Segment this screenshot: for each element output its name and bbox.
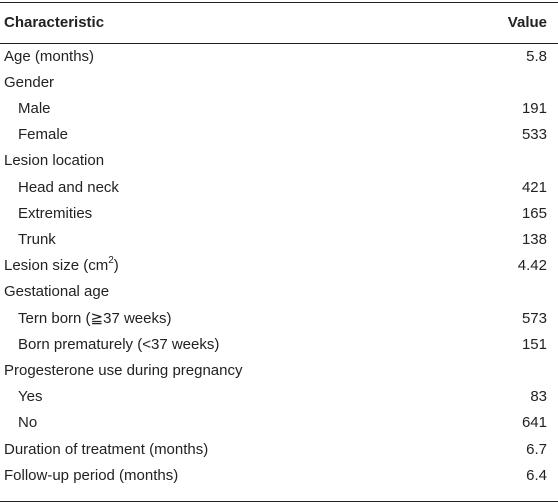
row-value: 138 bbox=[521, 230, 547, 248]
table-row bbox=[0, 95, 558, 121]
row-label-text: Progesterone use during pregnancy bbox=[4, 361, 243, 379]
table-row bbox=[0, 410, 558, 436]
row-value: 151 bbox=[521, 335, 547, 353]
row-label bbox=[0, 126, 68, 143]
row-value: 6.4 bbox=[526, 466, 547, 484]
row-value: 573 bbox=[521, 309, 547, 327]
table-row bbox=[0, 122, 558, 148]
row-label-text: Age (months) bbox=[4, 47, 95, 65]
table-row bbox=[0, 331, 558, 357]
row-value: 191 bbox=[521, 99, 547, 117]
table-row bbox=[0, 200, 558, 226]
table-row bbox=[0, 43, 558, 69]
row-value: 83 bbox=[530, 388, 547, 406]
table-row bbox=[0, 384, 558, 410]
table-row bbox=[0, 436, 558, 462]
row-value: 5.8 bbox=[526, 47, 547, 65]
row-label-superscript: 2 bbox=[108, 255, 114, 267]
table-header-row bbox=[0, 8, 558, 36]
table-row bbox=[0, 148, 558, 174]
table-row bbox=[0, 279, 558, 305]
row-label bbox=[0, 231, 56, 248]
row-label-text: No bbox=[18, 414, 38, 432]
row-label bbox=[0, 257, 119, 274]
row-label bbox=[0, 48, 94, 65]
row-value: 4.42 bbox=[517, 257, 547, 275]
table-row bbox=[0, 226, 558, 252]
top-rule bbox=[0, 2, 558, 3]
row-label bbox=[0, 283, 109, 300]
row-label bbox=[0, 179, 119, 196]
table-row bbox=[0, 357, 558, 383]
row-label bbox=[0, 309, 171, 327]
row-label bbox=[0, 205, 92, 222]
header-characteristic: Characteristic bbox=[4, 13, 105, 31]
row-label bbox=[0, 100, 51, 117]
row-label bbox=[0, 336, 219, 353]
table-row bbox=[0, 305, 558, 331]
table-row bbox=[0, 253, 558, 279]
row-label-text: Born prematurely (<37 weeks) bbox=[18, 335, 220, 353]
table-row bbox=[0, 462, 558, 488]
row-label-text: Lesion location bbox=[4, 152, 105, 170]
row-label-text: Trunk bbox=[18, 230, 56, 248]
row-label-text: Gestational age bbox=[4, 283, 110, 301]
row-label-suffix: ) bbox=[113, 257, 119, 275]
row-label bbox=[0, 152, 104, 169]
row-label-text: Duration of treatment (months) bbox=[4, 440, 209, 458]
row-value: 641 bbox=[521, 414, 547, 432]
row-label-text: Tern born (≧37 weeks) bbox=[18, 310, 172, 327]
row-label bbox=[0, 388, 42, 405]
row-label-text: Male bbox=[18, 99, 51, 117]
table-row bbox=[0, 174, 558, 200]
row-label-text: Head and neck bbox=[18, 178, 119, 196]
row-label bbox=[0, 467, 178, 484]
row-label-text: Yes bbox=[18, 388, 43, 406]
table-row bbox=[0, 69, 558, 95]
row-label-text: Lesion size (cm bbox=[4, 257, 109, 275]
row-label-text: Extremities bbox=[18, 204, 93, 222]
header-value: Value bbox=[507, 13, 547, 31]
row-label bbox=[0, 74, 54, 91]
row-value: 6.7 bbox=[526, 440, 547, 458]
row-label bbox=[0, 414, 37, 431]
row-label-text: Follow-up period (months) bbox=[4, 466, 179, 484]
row-label bbox=[0, 362, 243, 379]
row-label-text: Gender bbox=[4, 73, 55, 91]
row-label bbox=[0, 441, 208, 458]
row-value: 165 bbox=[521, 204, 547, 222]
row-label-text: Female bbox=[18, 126, 69, 144]
row-value: 533 bbox=[521, 126, 547, 144]
row-value: 421 bbox=[521, 178, 547, 196]
